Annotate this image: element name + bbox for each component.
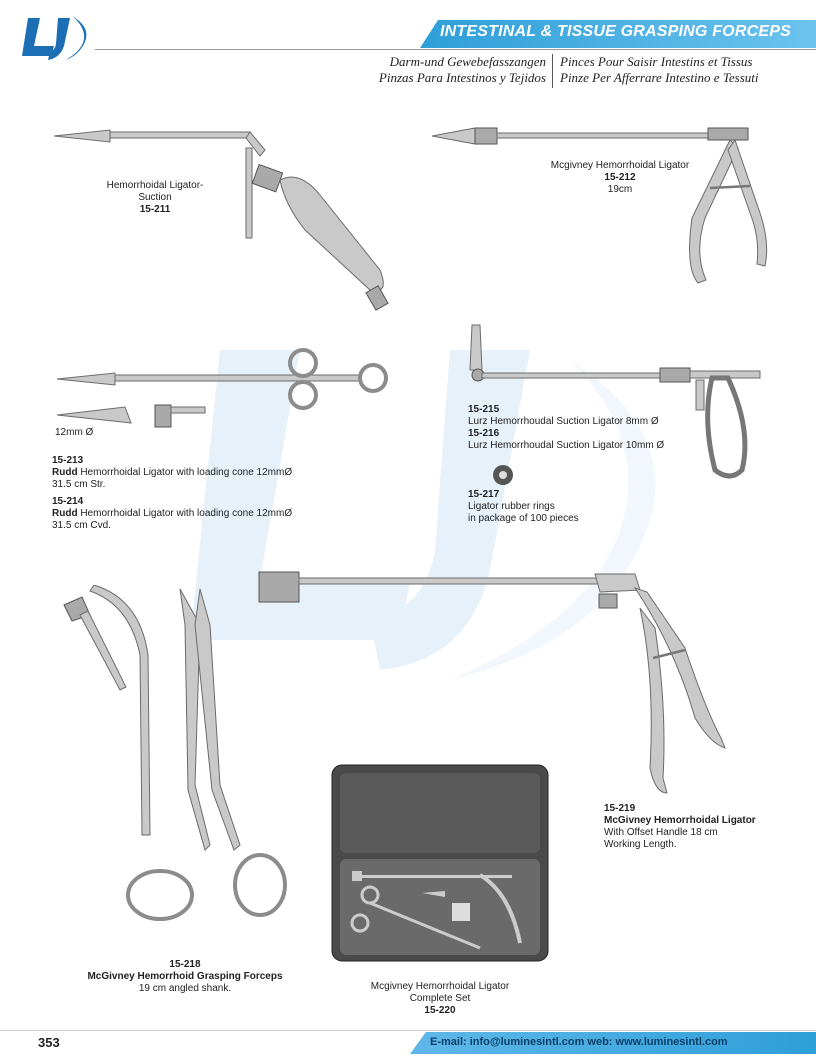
product-image-15-218: [60, 585, 290, 945]
caption-15-211: [95, 180, 215, 216]
caption-15-214: [52, 496, 352, 532]
product-size: 19cm: [607, 184, 633, 195]
product-image-15-220: [330, 763, 550, 963]
product-desc: [52, 508, 352, 520]
product-name: Mcgivney Hemorrhoidal Ligator: [550, 160, 690, 171]
product-image-15-211: [50, 120, 390, 320]
product-name: Hemorrhoidal Ligator-Suction: [106, 180, 204, 203]
subtitle-de: Darm-und Gewebefasszangen: [389, 54, 546, 69]
caption-15-215: [468, 404, 708, 428]
product-code: 15-214: [52, 496, 84, 507]
product-code: 15-220: [424, 1005, 456, 1016]
brand: Rudd: [52, 467, 78, 478]
product-code: 15-213: [52, 455, 84, 466]
product-line1: With Offset Handle 18 cm: [604, 827, 718, 838]
subtitle-es: Pinzas Para Intestinos y Tejidos: [378, 70, 546, 85]
caption-15-217: [468, 489, 668, 525]
page-title: INTESTINAL & TISSUE GRASPING FORCEPS: [440, 23, 791, 40]
product-image-15-212: [430, 118, 770, 293]
product-code: 15-211: [139, 204, 171, 215]
product-size: 31.5 cm Str.: [52, 479, 106, 490]
brand: Rudd: [52, 508, 78, 519]
subtitle-it: Pinze Per Afferrare Intestino e Tessuti: [560, 70, 759, 85]
product-size: 19 cm angled shank.: [138, 983, 232, 994]
rubber-ring-image: [490, 462, 516, 488]
product-line2: Working Length.: [604, 839, 677, 850]
company-logo: [20, 10, 95, 62]
cone-label: 12mm Ø: [55, 427, 94, 438]
desc-text: Hemorrhoidal Ligator with loading cone 12mmØ: [77, 467, 293, 478]
product-code: 15-215: [468, 404, 500, 415]
product-name: McGivney Hemorrhoidal Ligator: [604, 815, 756, 826]
caption-15-213: [52, 455, 352, 491]
page-number: 353: [38, 1035, 60, 1050]
product-image-15-213: [55, 345, 395, 445]
product-desc: [52, 467, 352, 479]
product-desc: Lurz Hemorrhoudal Suction Ligator 8mm Ø: [468, 416, 659, 427]
product-desc: Lurz Hemorrhoudal Suction Ligator 10mm Ø: [468, 440, 665, 451]
footer-contact: E-mail: info@luminesintl.com web: www.luminesintl.com: [430, 1036, 728, 1048]
product-line1: Ligator rubber rings: [468, 501, 555, 512]
product-name: Mcgivney Hemorrhoidal Ligator: [370, 981, 510, 992]
product-code: 15-217: [468, 489, 500, 500]
caption-15-216: [468, 428, 708, 452]
product-code: 15-219: [604, 803, 636, 814]
caption-15-218: [70, 959, 300, 995]
subtitle-fr: Pinces Pour Saisir Intestins et Tissus: [560, 54, 753, 69]
header-rule: [95, 49, 816, 50]
product-line2: in package of 100 pieces: [468, 513, 579, 524]
product-code: 15-212: [604, 172, 636, 183]
product-line2: Complete Set: [409, 993, 471, 1004]
caption-15-220: [340, 981, 540, 1017]
footer-rule: [0, 1030, 816, 1031]
product-size: 31.5 cm Cvd.: [52, 520, 111, 531]
caption-15-212: [540, 160, 700, 196]
caption-15-219: [604, 803, 804, 851]
product-name: McGivney Hemorrhoid Grasping Forceps: [87, 971, 283, 982]
subtitle-divider: [552, 54, 553, 88]
desc-text: Hemorrhoidal Ligator with loading cone 12mmØ: [77, 508, 293, 519]
product-code: 15-218: [169, 959, 201, 970]
product-code: 15-216: [468, 428, 500, 439]
